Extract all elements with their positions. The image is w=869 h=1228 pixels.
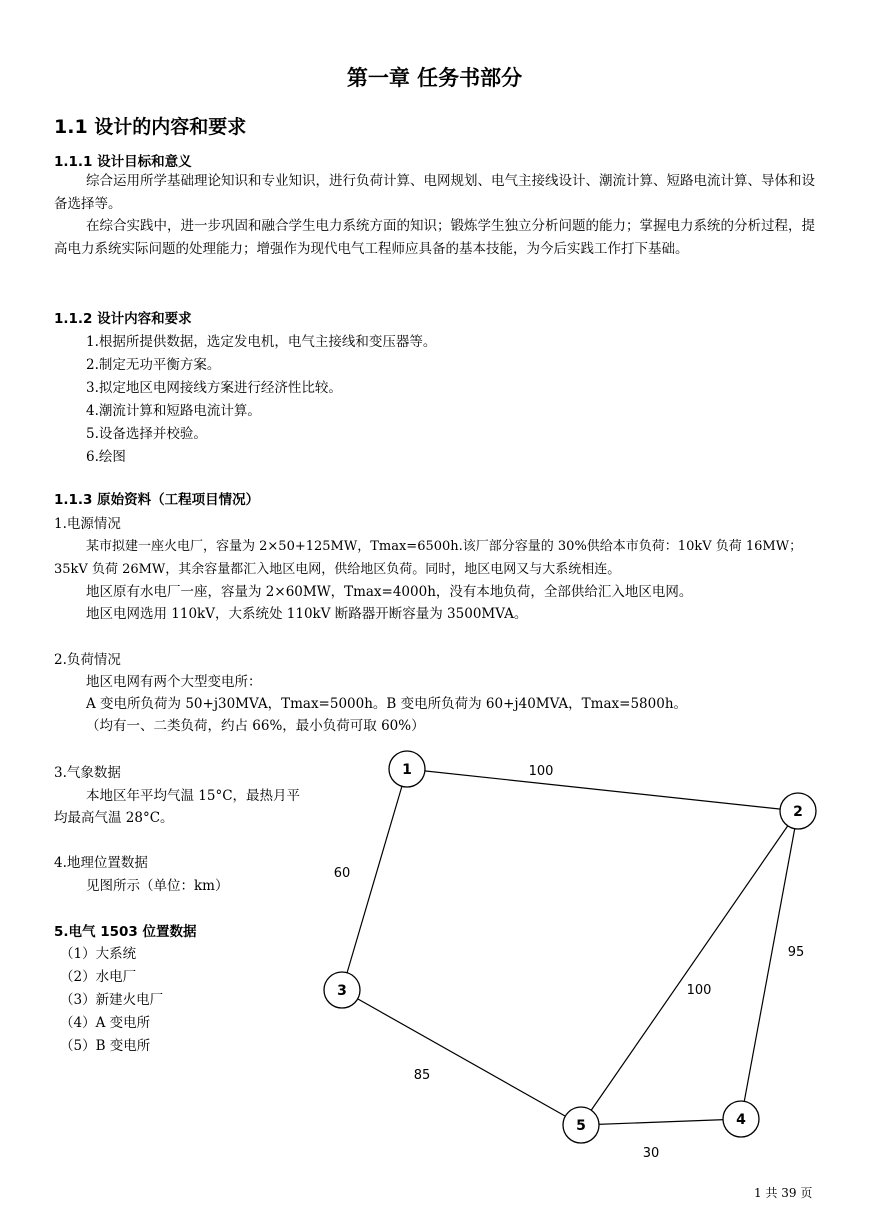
edge-label-2-5: 100 (686, 983, 712, 998)
page-footer: 1 共 39 页 (754, 1186, 813, 1200)
edge-1-3 (342, 769, 407, 990)
section-title: 1.1 设计的内容和要求 (54, 116, 247, 138)
edge-3-5 (342, 990, 581, 1125)
power-line-1: 某市拟建一座火电厂，容量为 2×50+125MW，Tmax=6500h.该厂部分容量的 30%供给本市负荷：10kV 负荷 16MW； (86, 539, 803, 554)
paragraph-goal-2: 在综合实践中，进一步巩固和融合学生电力系统方面的知识；锻炼学生独立分析问题的能力；掌握电力系统的分析过程，提高电力系统实际问题的处理能力；增强作为现代电气工程师应具备的基本技能，为今后实践工作打下基础。 (54, 218, 815, 257)
edge-4-5 (581, 1119, 741, 1125)
edge-label-1-2: 100 (528, 764, 554, 779)
weather-line-1: 本地区年平均气温 15°C，最热月平 (86, 788, 301, 804)
load-line-1: 地区电网有两个大型变电所： (86, 674, 262, 690)
power-line-4: 地区电网选用 110kV，大系统处 110kV 断路器开断容量为 3500MVA。 (86, 606, 528, 622)
list-item: 3.拟定地区电网接线方案进行经济性比较。 (86, 380, 342, 396)
node-label-1: 1 (402, 762, 412, 778)
edge-2-5 (581, 811, 798, 1125)
heading-1-1-3: 1.1.3 原始资料（工程项目情况） (54, 492, 260, 508)
weather-title: 3.气象数据 (54, 765, 121, 781)
power-title: 1.电源情况 (54, 516, 121, 532)
location-item: （3）新建火电厂 (60, 992, 164, 1008)
location-item: （2）水电厂 (60, 969, 137, 985)
node-label-3: 3 (337, 983, 347, 999)
list-item: 5.设备选择并校验。 (86, 426, 207, 442)
load-line-3: （均有一、二类负荷，约占 66%，最小负荷可取 60%） (86, 718, 425, 734)
location-item: （1）大系统 (60, 946, 137, 962)
weather-line-2: 均最高气温 28°C。 (54, 810, 174, 826)
list-item: 4.潮流计算和短路电流计算。 (86, 403, 261, 419)
location-title: 5.电气 1503 位置数据 (54, 924, 197, 940)
edge-2-4 (741, 811, 798, 1119)
geo-title: 4.地理位置数据 (54, 855, 148, 871)
power-line-2: 35kV 负荷 26MW，其余容量都汇入地区电网，供给地区负荷。同时，地区电网又与大系统相连。 (54, 562, 621, 577)
list-item: 1.根据所提供数据，选定发电机，电气主接线和变压器等。 (86, 334, 437, 350)
list-item: 2.制定无功平衡方案。 (86, 357, 221, 373)
chapter-title: 第一章 任务书部分 (346, 66, 523, 90)
edge-label-3-5: 85 (413, 1068, 431, 1083)
load-title: 2.负荷情况 (54, 652, 121, 668)
node-label-2: 2 (793, 804, 803, 820)
power-line-3: 地区原有水电厂一座，容量为 2×60MW，Tmax=4000h，没有本地负荷，全部供给汇入地区电网。 (86, 584, 693, 600)
node-label-5: 5 (576, 1118, 586, 1134)
edge-1-2 (407, 769, 798, 811)
paragraph-goal-1: 综合运用所学基础理论知识和专业知识，进行负荷计算、电网规划、电气主接线设计、潮流计算、短路电流计算、导体和设备选择等。 (54, 173, 815, 212)
location-item: （5）B 变电所 (60, 1038, 151, 1054)
geo-line-1: 见图所示（单位：km） (86, 878, 229, 894)
edge-label-4-5: 30 (642, 1146, 660, 1161)
heading-1-1-1: 1.1.1 设计目标和意义 (54, 154, 192, 170)
list-item: 6.绘图 (86, 449, 126, 465)
load-line-2: A 变电所负荷为 50+j30MVA，Tmax=5000h。B 变电所负荷为 60+j40MVA，Tmax=5800h。 (86, 696, 688, 712)
heading-1-1-2: 1.1.2 设计内容和要求 (54, 311, 192, 327)
edge-label-1-3: 60 (333, 866, 351, 881)
node-label-4: 4 (736, 1112, 746, 1128)
edge-label-2-4: 95 (787, 945, 805, 960)
location-item: （4）A 变电所 (60, 1015, 151, 1031)
